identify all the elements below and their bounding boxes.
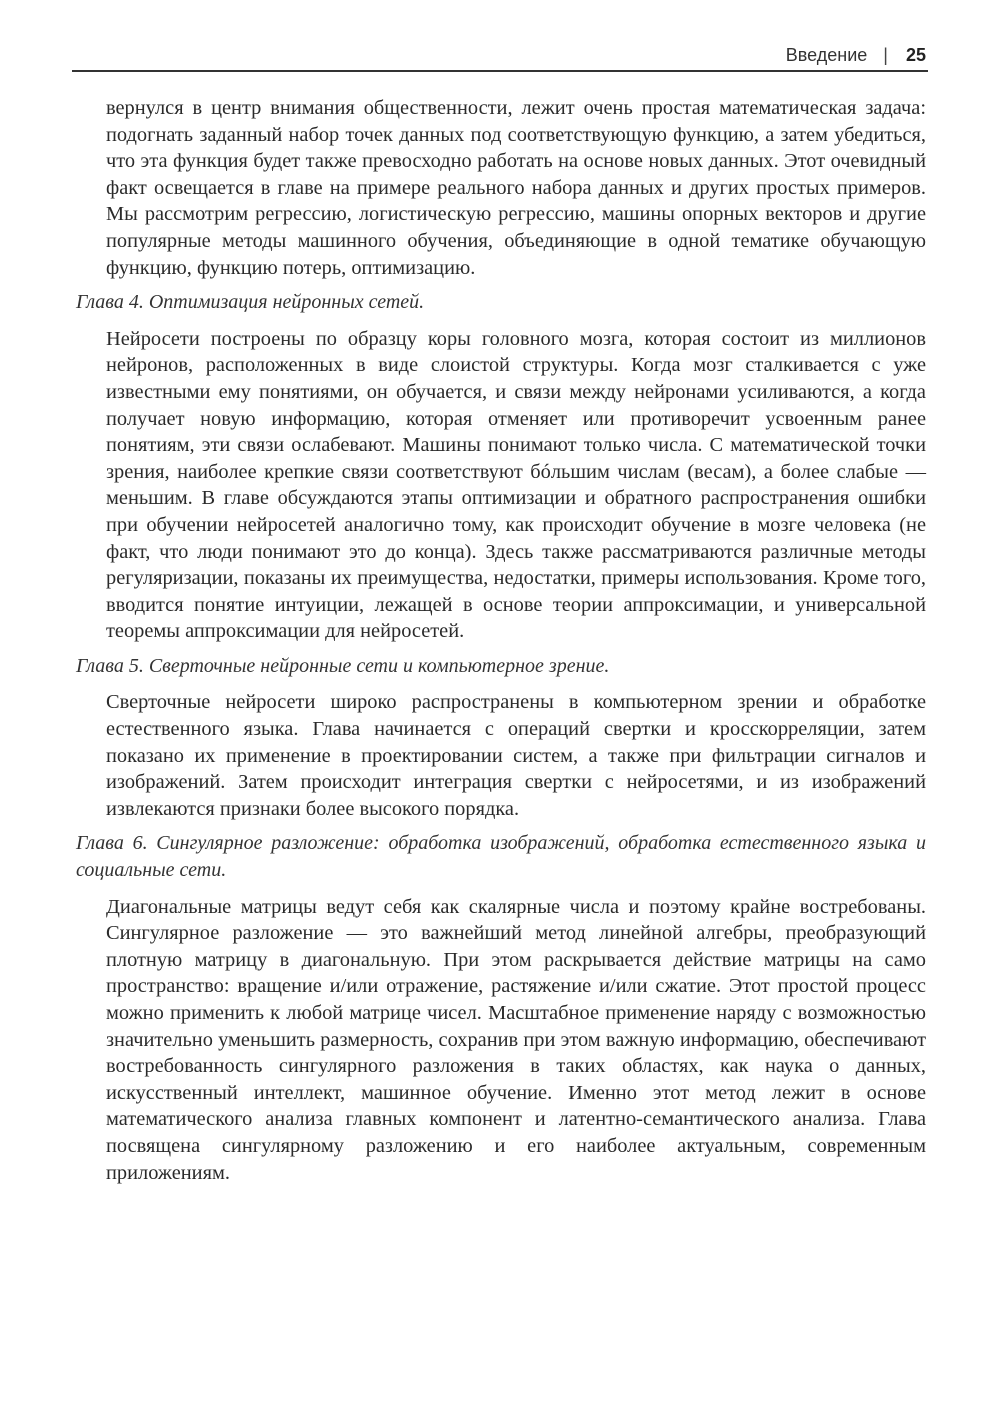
header-section-title: Введение [785,45,868,65]
page-number: 25 [905,45,926,65]
chapter-5-heading: Глава 5. Сверточные нейронные сети и компьютерное зрение. [76,654,610,677]
chapter-6-heading: Глава 6. Сингулярное разложение: обработка изображений, обработка естественного языка и социальные сети. [76,832,926,882]
paragraph-chapter-4: Нейросети построены по образцу коры головного мозга, которая состоит из миллионов нейронов, расположенных в виде слоистой структуры. Когда мозг сталкивается с уже известными ему понятиями, он обучается, и связи между нейронами усиливаются, а когда получает новую информацию, которая отменяет или противоречит усвоенным ранее понятиям, эти связи ослабевают. Машины понимают только числа. С математической точки зрения, наиболее крепкие связи соответствуют бóльшим числам (весам), а более слабые — меньшим. В главе обсуждаются этапы оптимизации и обратного распространения ошибки при обучении нейросетей аналогично тому, как происходит обучение в мозге человека (не факт, что люди понимают это до конца). Здесь также рассматриваются различные методы регуляризации, показаны их преимущества, недостатки, примеры использования. Кроме того, вводится понятие интуиции, лежащей в основе теории аппроксимации, и универсальной теоремы аппроксимации для нейросетей. [106,327,926,643]
running-header [72,40,928,72]
header-right [786,45,926,66]
paragraph-intro-continuation: вернулся в центр внимания общественности, лежит очень простая математическая задача: подогнать заданный набор точек данных под соответствующую функцию, а затем убедиться, что эта функция будет также превосходно работать на основе новых данных. Этот очевидный факт освещается в главе на примере реального набора данных и других простых примеров. Мы рассмотрим регрессию, логистическую регрессию, машины опорных векторов и другие популярные методы машинного обучения, объединяющие в одной тематике обучающую функцию, функцию потерь, оптимизацию. [106,97,926,279]
chapter-4-heading: Глава 4. Оптимизация нейронных сетей. [76,291,425,314]
page-body [76,95,926,1186]
header-separator: | [883,45,888,65]
paragraph-chapter-6: Диагональные матрицы ведут себя как скалярные числа и поэтому крайне востребованы. Сингулярное разложение — это важнейший метод линейной алгебры, преобразующий плотную матрицу в диагональную. При этом раскрывается действие матрицы на само пространство: вращение и/или отражение, растяжение и/или сжатие. Этот простой процесс можно применить к любой матрице чисел. Масштабное применение наряду с возможностью значительно уменьшить размерность, сохранив при этом важную информацию, обеспечивают востребованность сингулярного разложения в таких областях, как наука о данных, искусственный интеллект, машинное обучение. Именно этот метод лежит в основе математического анализа главных компонент и латентно-семантического анализа. Глава посвящена сингулярному разложению и его наиболее актуальным, современным приложениям. [106,895,926,1184]
paragraph-chapter-5: Сверточные нейросети широко распространены в компьютерном зрении и обработке естественного языка. Глава начинается с операций свертки и кросскорреляции, затем показано их применение в проектировании систем, а также при фильтрации сигналов и изображений. Затем происходит интеграция свертки с нейросетями, и из изображений извлекаются признаки более высокого порядка. [106,691,926,820]
